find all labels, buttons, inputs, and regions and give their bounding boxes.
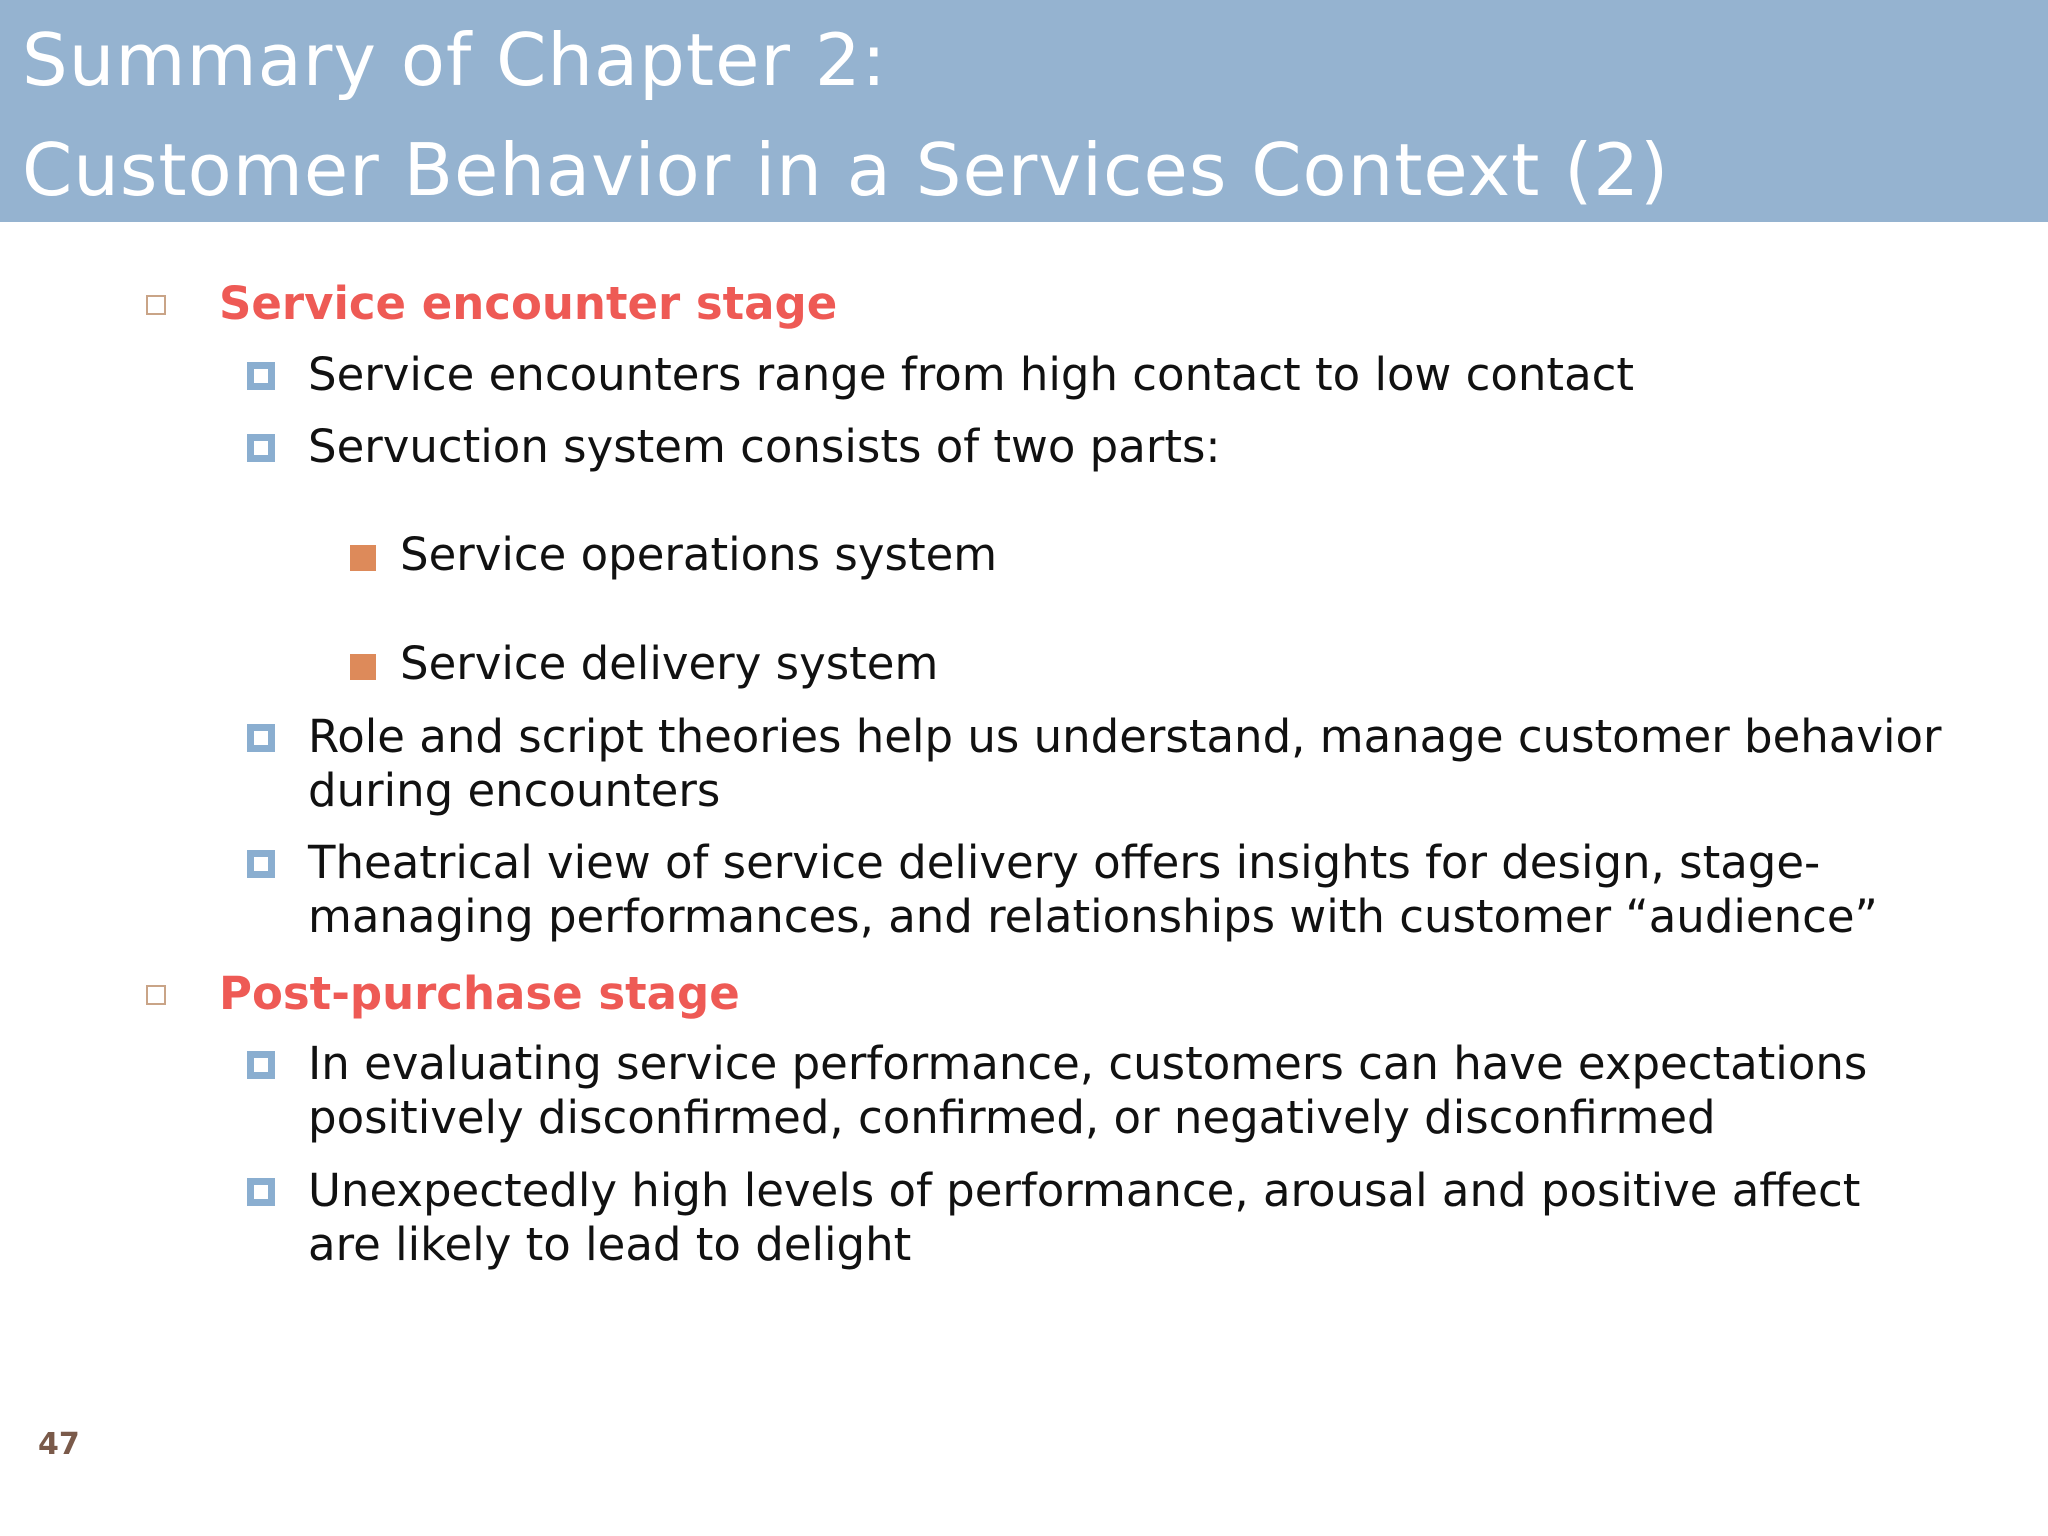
bullet-text: Theatrical view of service delivery offers insights for design, stage- [308,836,1821,889]
square-bullet-icon [247,1178,275,1206]
bullet-text-continued: managing performances, and relationships with customer “audience” [308,890,1878,943]
slide-title-line-1: Summary of Chapter 2: [22,18,887,102]
bullet-text-continued: positively disconfirmed, confirmed, or negatively disconfirmed [308,1091,1716,1144]
bullet-text: Servuction system consists of two parts: [308,420,1221,473]
section-heading-service-encounter: Service encounter stage [219,277,838,330]
section-heading-post-purchase: Post-purchase stage [219,967,740,1020]
subbullet-text: Service operations system [400,528,998,581]
filled-square-bullet-icon [350,654,376,680]
bullet-text-continued: during encounters [308,764,721,817]
bullet-text: Unexpectedly high levels of performance, arousal and positive affect [308,1164,1861,1217]
square-bullet-icon [247,850,275,878]
bullet-text: In evaluating service performance, customers can have expectations [308,1037,1868,1090]
slide-title-line-2: Customer Behavior in a Services Context (2) [22,128,1670,212]
hollow-square-bullet-icon [146,295,166,315]
square-bullet-icon [247,724,275,752]
bullet-text-continued: are likely to lead to delight [308,1218,912,1271]
square-bullet-icon [247,362,275,390]
bullet-text: Service encounters range from high contact to low contact [308,348,1635,401]
filled-square-bullet-icon [350,545,376,571]
subbullet-text: Service delivery system [400,637,939,690]
square-bullet-icon [247,434,275,462]
square-bullet-icon [247,1051,275,1079]
hollow-square-bullet-icon [146,985,166,1005]
bullet-text: Role and script theories help us understand, manage customer behavior [308,710,1942,763]
slide-number: 47 [38,1427,80,1462]
